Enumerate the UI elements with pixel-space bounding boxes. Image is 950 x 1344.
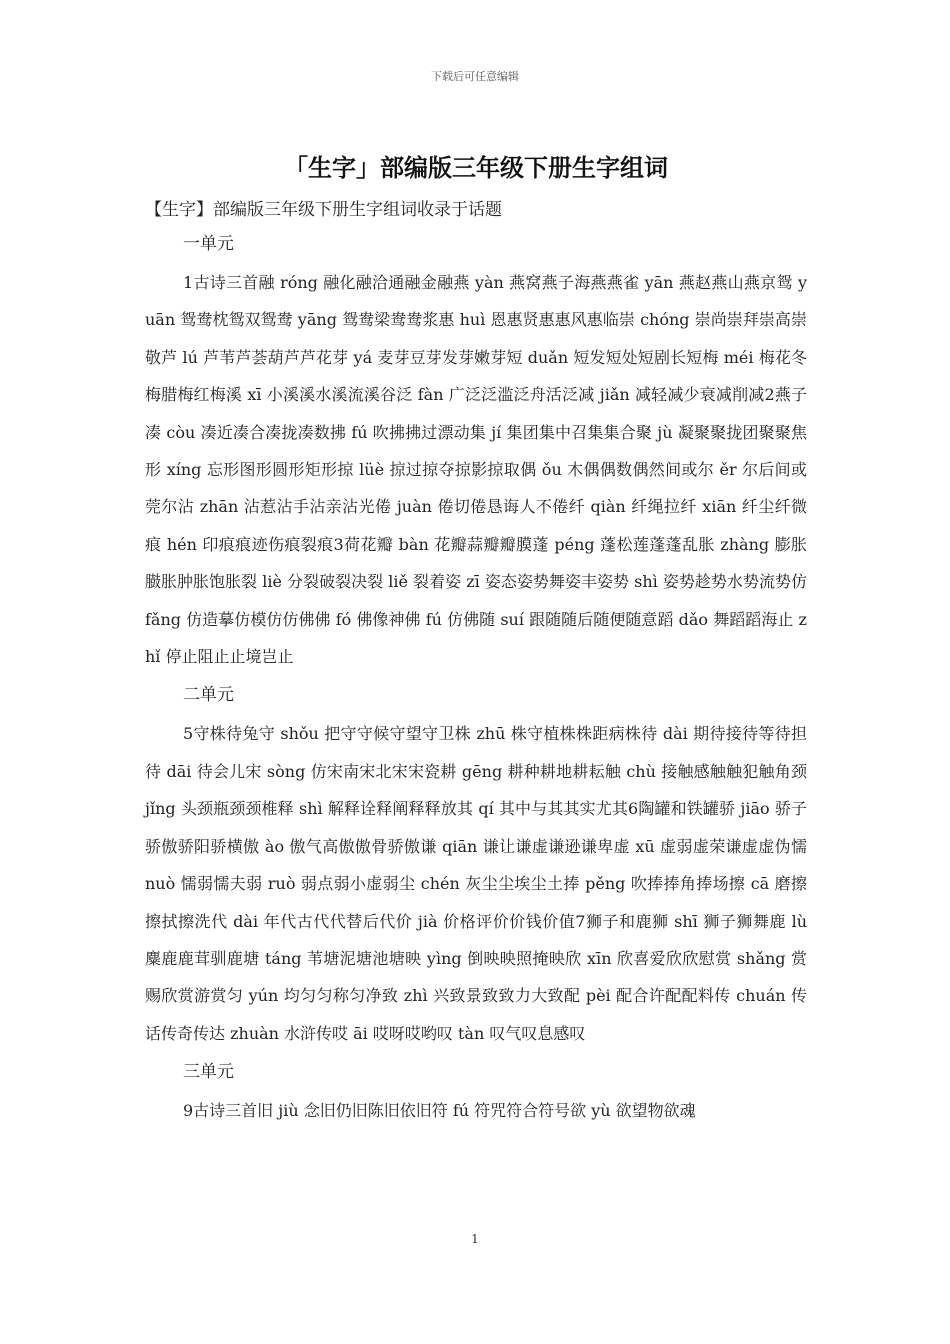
document-body bbox=[145, 150, 807, 1130]
unit-heading-3: 三单元 bbox=[183, 1062, 234, 1083]
unit-heading-1: 一单元 bbox=[183, 234, 234, 254]
document-title: 「生字」部编版三年级下册生字组词 bbox=[284, 153, 668, 182]
unit-heading-2: 二单元 bbox=[183, 685, 234, 706]
document-subtitle: 【生字】部编版三年级下册生字组词收录于话题 bbox=[145, 200, 502, 220]
page-number: 1 bbox=[471, 1232, 479, 1246]
unit-paragraph-3: 9古诗三首旧 jiù 念旧仍旧陈旧依旧符 fú 符咒符合符号欲 yù 欲望物欲魂 bbox=[183, 1101, 696, 1121]
unit-paragraph-2: 5守株待兔守 shǒu 把守守候守望守卫株 zhū 株守植株株距病株待 dài 期待接待等待担待 dāi 待会儿宋 sòng 仿宋南宋北宋宋瓷耕 gēng 耕种耕地耕耘触 chù 接触感触触犯触角颈 jǐng 头颈瓶颈颈椎释 shì 解释诠释阐释释放其 qí 其中与其其实尤其6陶罐和铁罐骄 jiāo 骄子骄傲骄阳骄横傲 ào 傲气高傲傲骨骄傲谦 qiān 谦让谦虚谦逊谦卑虚 xū 虚弱虚荣谦虚虚伪懦 nuò 懦弱懦夫弱 ruò 弱点弱小虚弱尘 chén 灰尘尘埃尘土捧 pěng 吹捧捧角捧场擦 cā 磨擦擦拭擦洗代 dài 年代古代代替后代价 jià 价格评价价钱价值7狮子和鹿狮 shī 狮子狮舞鹿 lù 麋鹿鹿茸驯鹿塘 táng 苇塘泥塘池塘映 yìng 倒映映照掩映欣 xīn 欣喜爱欣欣慰赏 shǎng 赏赐欣赏游赏匀 yún 均匀匀称匀净致 zhì 兴致景致致力大致配 pèi 配合许配配料传 chuán 传话传奇传达 zhuàn 水浒传哎 āi 哎呀哎哟叹 tàn 叹气叹息感叹 bbox=[145, 724, 807, 1043]
page-header-note: 下载后可任意编辑 bbox=[431, 70, 519, 83]
unit-paragraph-1: 1古诗三首融 róng 融化融洽通融金融燕 yàn 燕窝燕子海燕燕雀 yān 燕赵燕山燕京鸳 yuān 鸳鸯枕鸳双鸳鸯 yāng 鸳鸯梁鸯鸯浆惠 huì 恩惠贤惠惠风惠临崇 chóng 崇尚崇拜崇高崇敬芦 lú 芦苇芦荟葫芦芦花芽 yá 麦芽豆芽发芽嫩芽短 duǎn 短发短处短剧长短梅 méi 梅花冬梅腊梅红梅溪 xī 小溪溪水溪流溪谷泛 fàn 广泛泛滥泛舟活泛减 jiǎn 减轻减少衰减削减2燕子凑 còu 凑近凑合凑拢凑数拂 fú 吹拂拂过漂动集 jí 集团集中召集集合聚 jù 凝聚聚拢团聚聚焦形 xíng 忘形图形圆形矩形掠 lüè 掠过掠夺掠影掠取偶 ǒu 木偶偶数偶然间或尔 ěr 尔后间或莞尔沾 zhān 沾惹沾手沾亲沾光倦 juàn 倦切倦恳诲人不倦纤 qiàn 纤绳拉纤 xiān 纤尘纤微痕 hén 印痕痕迹伤痕裂痕3荷花瓣 bàn 花瓣蒜瓣瓣膜蓬 péng 蓬松莲蓬蓬乱胀 zhàng 膨胀臌胀肿胀饱胀裂 liè 分裂破裂决裂 liě 裂着姿 zī 姿态姿势舞姿丰姿势 shì 姿势趁势水势流势仿 fǎng 仿造摹仿模仿仿佛佛 fó 佛像神佛 fú 仿佛随 suí 跟随随后随便随意蹈 dǎo 舞蹈蹈海止 zhǐ 停止阻止止境岂止 bbox=[145, 273, 807, 667]
